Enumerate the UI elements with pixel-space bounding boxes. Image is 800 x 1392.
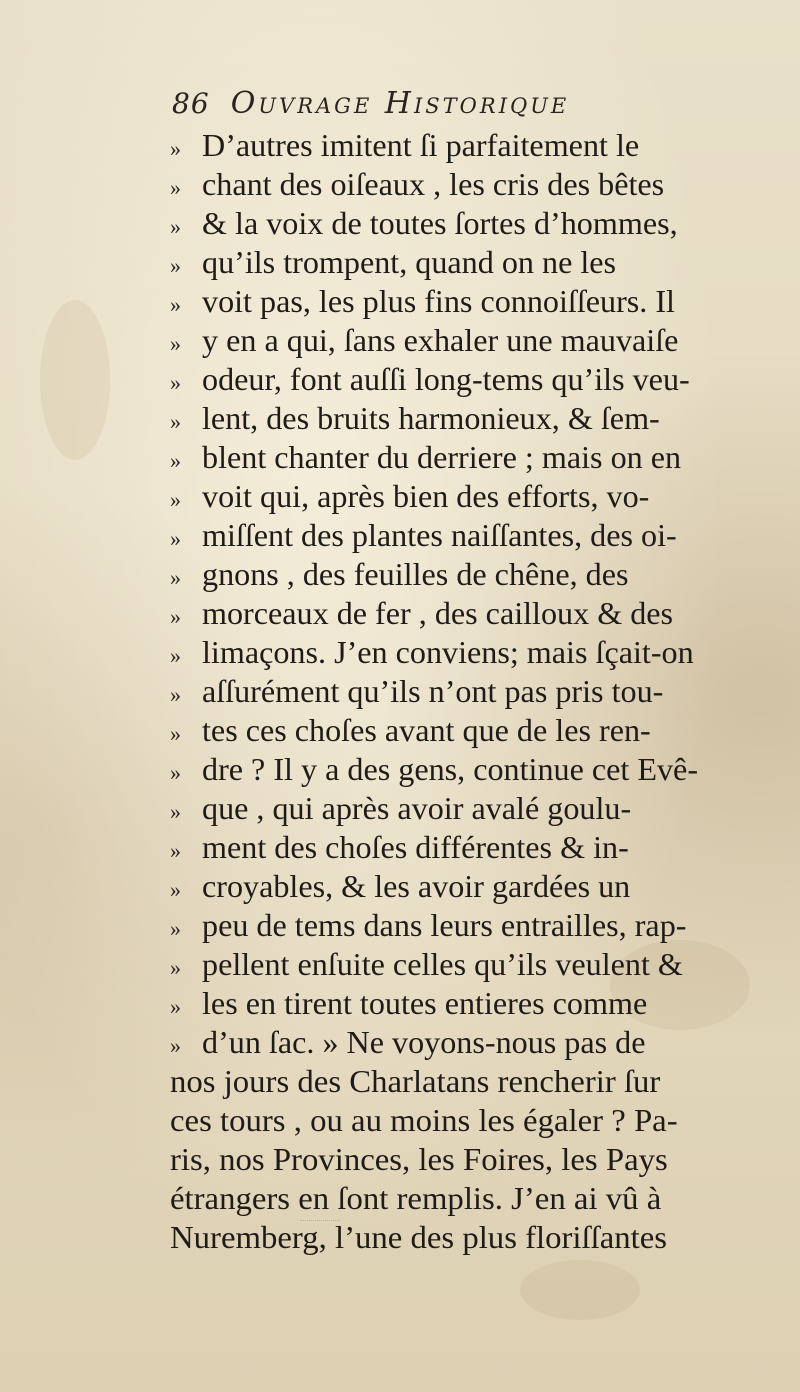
line-text: ces tours , ou au moins les égaler ? Pa- bbox=[170, 1103, 678, 1138]
line-text: chant des oiſeaux , les cris des bêtes bbox=[202, 167, 665, 202]
quote-mark: » bbox=[170, 760, 181, 785]
quote-mark: » bbox=[170, 877, 181, 902]
quote-mark: » bbox=[170, 253, 181, 278]
quote-mark: » bbox=[170, 721, 181, 746]
quote-mark: » bbox=[170, 526, 181, 551]
text-line bbox=[170, 594, 770, 633]
quote-mark: » bbox=[170, 955, 181, 980]
text-line bbox=[170, 321, 770, 360]
text-line bbox=[170, 204, 770, 243]
line-text: pellent enſuite celles qu’ils veulent & bbox=[202, 947, 683, 982]
quote-mark: » bbox=[170, 448, 181, 473]
quote-mark: » bbox=[170, 409, 181, 434]
paper-blemish bbox=[300, 1200, 340, 1221]
quote-mark: » bbox=[170, 643, 181, 668]
quote-mark: » bbox=[170, 682, 181, 707]
body-text bbox=[170, 126, 770, 1257]
text-line bbox=[170, 516, 770, 555]
text-line bbox=[170, 1140, 770, 1179]
text-line bbox=[170, 399, 770, 438]
paper-stain bbox=[40, 300, 110, 460]
text-line bbox=[170, 945, 770, 984]
quote-mark: » bbox=[170, 994, 181, 1019]
text-line bbox=[170, 1023, 770, 1062]
line-text: gnons , des feuilles de chêne, des bbox=[202, 557, 629, 592]
text-line bbox=[170, 672, 770, 711]
running-title: Ouvrage Historique bbox=[230, 86, 570, 121]
text-line bbox=[170, 633, 770, 672]
line-text: ment des choſes différentes & in- bbox=[202, 830, 629, 865]
line-text: nos jours des Charlatans rencherir ſur bbox=[170, 1064, 661, 1099]
line-text: les en tirent toutes entieres comme bbox=[202, 986, 648, 1021]
text-line bbox=[170, 243, 770, 282]
text-line bbox=[170, 1179, 770, 1218]
text-line bbox=[170, 126, 770, 165]
quote-mark: » bbox=[170, 175, 181, 200]
line-text: morceaux de fer , des cailloux & des bbox=[202, 596, 674, 631]
text-line bbox=[170, 711, 770, 750]
line-text: peu de tems dans leurs entrailles, rap- bbox=[202, 908, 687, 943]
line-text: lent, des bruits harmonieux, & ſem- bbox=[202, 401, 660, 436]
line-text: croyables, & les avoir gardées un bbox=[202, 869, 631, 904]
line-text: & la voix de toutes ſortes d’hommes, bbox=[202, 206, 678, 241]
line-text: voit pas, les plus fins connoiſſeurs. Il bbox=[202, 284, 675, 319]
page-header bbox=[172, 86, 732, 130]
line-text: que , qui après avoir avalé goulu- bbox=[202, 791, 632, 826]
text-line bbox=[170, 1218, 770, 1257]
text-line bbox=[170, 750, 770, 789]
line-text: dre ? Il y a des gens, continue cet Evê- bbox=[202, 752, 699, 787]
quote-mark: » bbox=[170, 292, 181, 317]
text-line bbox=[170, 360, 770, 399]
quote-mark: » bbox=[170, 565, 181, 590]
quote-mark: » bbox=[170, 214, 181, 239]
page-number: 86 bbox=[172, 87, 210, 120]
line-text: Nuremberg, l’une des plus floriſſantes bbox=[170, 1220, 668, 1255]
quote-mark: » bbox=[170, 331, 181, 356]
text-line bbox=[170, 789, 770, 828]
line-text: limaçons. J’en conviens; mais ſçait-on bbox=[202, 635, 694, 670]
line-text: voit qui, après bien des efforts, vo- bbox=[202, 479, 650, 514]
text-line bbox=[170, 555, 770, 594]
line-text: miſſent des plantes naiſſantes, des oi- bbox=[202, 518, 677, 553]
quote-mark: » bbox=[170, 838, 181, 863]
quote-mark: » bbox=[170, 487, 181, 512]
text-line bbox=[170, 282, 770, 321]
line-text: blent chanter du derriere ; mais on en bbox=[202, 440, 682, 475]
quote-mark: » bbox=[170, 916, 181, 941]
text-line bbox=[170, 867, 770, 906]
quote-mark: » bbox=[170, 799, 181, 824]
quote-mark: » bbox=[170, 136, 181, 161]
line-text: odeur, font auſſi long-tems qu’ils veu- bbox=[202, 362, 690, 397]
text-line bbox=[170, 984, 770, 1023]
text-line bbox=[170, 906, 770, 945]
quote-mark: » bbox=[170, 604, 181, 629]
text-line bbox=[170, 1062, 770, 1101]
quote-mark: » bbox=[170, 1033, 181, 1058]
text-line bbox=[170, 438, 770, 477]
line-text: étrangers en ſont remplis. J’en ai vû à bbox=[170, 1181, 662, 1216]
line-text: ris, nos Provinces, les Foires, les Pays bbox=[170, 1142, 668, 1177]
line-text: d’un ſac. » Ne voyons-nous pas de bbox=[202, 1025, 646, 1060]
line-text: qu’ils trompent, quand on ne les bbox=[202, 245, 617, 280]
text-line bbox=[170, 1101, 770, 1140]
line-text: y en a qui, ſans exhaler une mauvaiſe bbox=[202, 323, 679, 358]
line-text: tes ces choſes avant que de les ren- bbox=[202, 713, 651, 748]
quote-mark: » bbox=[170, 370, 181, 395]
paper-stain bbox=[520, 1260, 640, 1320]
text-line bbox=[170, 165, 770, 204]
line-text: aſſurément qu’ils n’ont pas pris tou- bbox=[202, 674, 664, 709]
text-line bbox=[170, 828, 770, 867]
line-text: D’autres imitent ſi parfaitement le bbox=[202, 128, 640, 163]
text-line bbox=[170, 477, 770, 516]
